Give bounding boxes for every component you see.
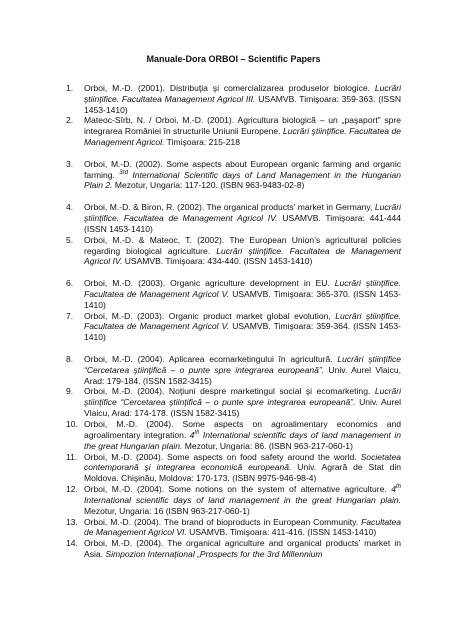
reference-number: 1. xyxy=(66,82,74,93)
reference-text xyxy=(84,159,401,192)
reference-citation-text: Univ. Aurel Vlaicu, Arad: 179-184. (ISSN 1582-3415) xyxy=(84,364,401,386)
reference-citation-text: Orboi, M.-D. & Mateoc, T. (2002). The European Union’s agricultural policies regarding biological agriculture. xyxy=(84,234,401,256)
reference-number: 5. xyxy=(66,234,74,245)
reference-citation-italic: Lucrări ştiinţifice. Facultatea de Management Agricol. xyxy=(84,126,401,148)
reference-citation-text: USAMVB. Timişoara: 359-364. (ISSN 1453-1410) xyxy=(84,321,401,343)
reference-citation-text: USAMVB. Timişoara: 434-440. (ISSN 1453-1410) xyxy=(122,256,313,267)
reference-text xyxy=(84,83,401,116)
reference-citation-italic: International Scientific days of Land Management in the Hungarian Plain 2. xyxy=(84,169,402,191)
reference-text xyxy=(84,484,401,517)
reference-text xyxy=(84,452,401,485)
reference-list xyxy=(66,83,401,560)
reference-citation-text: Univ. Agrară de Stat din Moldova. Chişinău, Moldova: 170-173. (ISBN 9975-946-98-4) xyxy=(84,462,401,484)
reference-citation-text: Orboi, M.-D. (2001). Distribuţia şi comercializarea produselor biologice. xyxy=(84,82,375,93)
reference-number: 6. xyxy=(66,278,74,289)
reference-citation-italic: Lucrări ştiinţifice “Cercetarea ştiinţifică – o punte spre integrarea europeană”. xyxy=(84,386,401,408)
reference-text xyxy=(84,235,401,268)
reference-citation-italic: 3 xyxy=(119,169,123,176)
reference-item xyxy=(66,278,401,311)
reference-citation-italic: Facultatea de Management Agricol VI. xyxy=(84,516,401,538)
reference-number: 2. xyxy=(66,115,74,126)
reference-citation-italic: Lucrări ştiinţifice. Facultatea Management Agricol III. xyxy=(84,82,401,104)
reference-citation-text: Mateoc-Sîrb, N. / Orboi, M.-D. (2001). Agricultura biologică – un „paşaport” spre integrarea României în structurile Uniunii Europene. xyxy=(84,115,401,137)
reference-citation-italic: Simpozion Internaţional „Prospects for the 3rd Millennium xyxy=(105,549,323,560)
reference-citation-italic: th xyxy=(395,484,401,491)
reference-citation-text: USAMVB. Timişoara: 359-363. (ISSN 1453-1410) xyxy=(84,93,401,115)
reference-item xyxy=(66,419,401,452)
reference-item xyxy=(66,354,401,387)
reference-number: 7. xyxy=(66,310,74,321)
reference-item xyxy=(66,452,401,485)
reference-citation-italic: 4 xyxy=(189,429,195,440)
reference-citation-italic: International scientific days of land management in the great Hungarian plain. xyxy=(84,494,401,505)
reference-citation-italic: International scientific days of land management in the great Hungarian plain. xyxy=(84,429,401,451)
reference-number: 9. xyxy=(66,386,74,397)
reference-citation-italic: 4 xyxy=(391,484,396,495)
reference-text xyxy=(84,278,401,311)
reference-citation-text: Orboi, M.-D. (2004). Aplicarea ecomarketingului în agricultură. xyxy=(84,353,338,364)
reference-citation-text: Univ. Aurel Vlaicu, Arad: 174-178. (ISSN 1582-3415) xyxy=(84,397,401,419)
reference-text xyxy=(84,202,401,235)
reference-number: 10. xyxy=(66,419,78,429)
reference-item xyxy=(66,517,401,539)
reference-citation-text: Orboi, M.-D. (2002). Some aspects about European organic farming and organic farming. xyxy=(84,158,401,180)
reference-citation-text: Orboi, M.-D. & Biron, R. (2002). The organical products’ market in Germany, xyxy=(84,202,375,213)
reference-citation-text: Orboi, M.-D. (2004). Some aspects on agroalimentary economics and agroalimentary integration. xyxy=(84,419,401,440)
reference-citation-italic: rd xyxy=(122,169,128,176)
reference-citation-italic: Lucrări ştiinţifice. Facultatea de Management Agricol V. xyxy=(84,310,401,332)
reference-text xyxy=(84,419,401,452)
reference-citation-text: Orboi, M.-D. (2004). The brand of bioproducts in European Community. xyxy=(84,516,362,527)
reference-text xyxy=(84,517,401,539)
reference-citation-text: Mezotur, Ungaria: 117-120. (ISBN 963-9483-02-8) xyxy=(112,180,305,191)
reference-text xyxy=(84,115,401,148)
reference-citation-text: Orboi, M.-D. (2004). Noţiuni despre marketingul social şi ecomarketing. xyxy=(84,386,375,397)
reference-item xyxy=(66,115,401,148)
reference-citation-text: Orboi, M.-D. (2003). Organic agriculture development in EU. xyxy=(84,278,335,289)
reference-item xyxy=(66,386,401,419)
reference-number: 11. xyxy=(66,451,78,462)
reference-item xyxy=(66,484,401,517)
reference-citation-italic: th xyxy=(194,430,200,436)
reference-citation-text: Orboi, M.-D. (2004). Some notions on the system of alternative agriculture. xyxy=(84,484,392,495)
reference-citation-text: USAMVB. Timişoara: 411-416. (ISSN 1453-1410) xyxy=(186,527,377,538)
reference-citation-italic: Lucrări ştiinţifice “Cercetarea ştiinţifică – o punte spre integrarea europeană”. xyxy=(84,353,401,375)
reference-item xyxy=(66,235,401,268)
reference-item xyxy=(66,538,401,560)
reference-text xyxy=(84,311,401,344)
reference-citation-italic: Lucrări ştiinţifice. Facultatea de Management Agricol IV. xyxy=(84,245,402,267)
reference-number: 4. xyxy=(66,202,74,213)
reference-item xyxy=(66,202,401,235)
reference-citation-italic: Societatea contemporană şi integrarea economică europeană. xyxy=(84,451,401,473)
reference-number: 8. xyxy=(66,353,74,364)
reference-citation-text: Orboi, M.-D. (2003). Organic product market global evolution, xyxy=(84,310,336,321)
reference-item xyxy=(66,311,401,344)
reference-citation-text: Mezotur, Ungaria: 16 (ISBN 963-217-060-1) xyxy=(84,505,250,516)
reference-text xyxy=(84,354,401,387)
reference-citation-text: Timişoara: 215-218 xyxy=(164,137,240,148)
reference-citation-italic: Lucrări ştiinţifice. Facultatea de Management Agricol IV. xyxy=(84,202,401,223)
reference-citation-text: USAMVB. Timişoara: 441-444 (ISSN 1453-1410) xyxy=(84,212,401,234)
reference-citation-text: Mezotur, Ungaria: 86. (ISBN 963-217-060-1) xyxy=(182,440,353,451)
reference-item xyxy=(66,83,401,116)
page-title: Manuale-Dora ORBOI – Scientific Papers xyxy=(146,54,321,64)
reference-number: 12. xyxy=(66,484,78,495)
reference-text xyxy=(84,538,401,560)
reference-citation-italic: Lucrări ştiinţifice. Facultatea de Management Agricol V. xyxy=(84,278,401,299)
reference-number: 3. xyxy=(66,158,74,169)
reference-citation-text: Orboi, M.-D. (2004). The organical agriculture and organical products’ market in Asia. xyxy=(84,538,401,560)
reference-text xyxy=(84,386,401,419)
reference-citation-text: USAMVB. Timişoara: 365-370. (ISSN 1453-1410) xyxy=(84,288,401,310)
reference-number: 13. xyxy=(66,516,78,527)
reference-number: 14. xyxy=(66,538,78,549)
reference-citation-text: Orboi, M.-D. (2004). Some aspects on food safety around the world. xyxy=(84,451,361,462)
reference-item xyxy=(66,159,401,192)
